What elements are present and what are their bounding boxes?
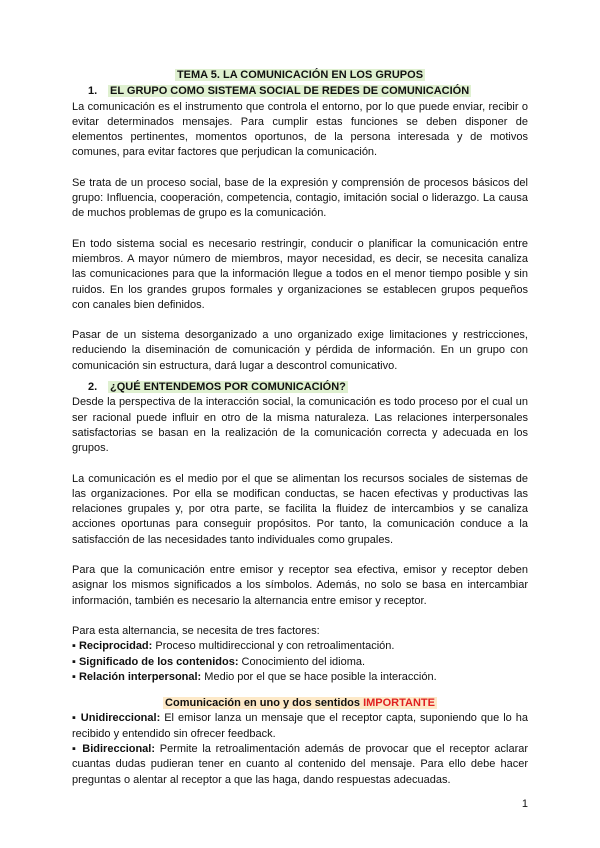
subsection-heading: Comunicación en uno y dos sentidos IMPORTANTE [165,697,435,710]
paragraph: Desde la perspectiva de la interacción social, la comunicación es todo proceso por el cual un ser racional puede influir en otro de la misma naturaleza. Las relaciones interpersonales satisfactorias se basan en la realización de la comunicación correcta y adecuada en los grupos. [72,396,528,455]
paragraph: La comunicación es el medio por el que se alimentan los recursos sociales de sistemas de las organizaciones. Por ella se modifican conductas, se hacen efectivas y productivas las relaciones grupales y, por otra parte, se facilita la fluidez de intercambios y se canaliza acciones oportunas para conseguir propósitos. Por tanto, la comunicación conduce a la satisfacción de las necesidades tanto individuales como grupales. [72,472,528,546]
list-item: ▪ Significado de los contenidos: Conocimiento del idioma. [72,655,366,668]
important-tag: IMPORTANTE [363,697,435,710]
list-item: ▪ Unidireccional: El emisor lanza un mensaje que el receptor capta, suponiendo que lo ha recibido y entendido sin ofrecer feedback. [72,712,528,740]
list-item: ▪ Reciprocidad: Proceso multidireccional y con retroalimentación. [72,640,395,653]
section-2-heading: 2. ¿QUÉ ENTENDEMOS POR COMUNICACIÓN? [88,381,346,394]
paragraph: Para que la comunicación entre emisor y receptor sea efectiva, emisor y receptor deben asignar los mismos significados a los símbolos. Además, no solo se basa en intercambiar información, también es necesario la alternancia entre emisor y receptor. [72,564,528,607]
paragraph: La comunicación es el instrumento que controla el entorno, por lo que puede enviar, recibir o evitar determinados mensajes. Para cumplir estas funciones se deben disponer de elementos pertinentes, momentos oportunos, de la persona interesada y de motivos comunes, para evitar factores que perjudican la comunicación. [72,100,528,159]
factors-intro: Para esta alternancia, se necesita de tres factores: [72,624,320,637]
list-item: ▪ Relación interpersonal: Medio por el que se hace posible la interacción. [72,670,437,683]
paragraph: Pasar de un sistema desorganizado a uno organizado exige limitaciones y restricciones, reduciendo la diseminación de comunicación y pérdida de información. En un grupo con comunicación sin estructura, dará lugar a descontrol comunicativo. [72,329,528,372]
page-number: 1 [521,798,528,810]
paragraph: En todo sistema social es necesario restringir, conducir o planificar la comunicación entre miembros. A mayor número de miembros, mayor necesidad, es decir, se necesita canaliza las comunicaciones para que la información llegue a todos en el menor tiempo posible y sin ruidos. En los grandes grupos formales y organizaciones se establecen grupos pequeños con canales bien definidos. [72,237,528,311]
document-page [72,68,528,788]
paragraph: Se trata de un proceso social, base de la expresión y comprensión de procesos básicos del grupo: Influencia, cooperación, competencia, contagio, imitación social o liderazgo. La causa de muchos problemas de grupo es la comunicación. [72,176,528,220]
list-item: ▪ Bidireccional: Permite la retroalimentación además de provocar que el receptor aclarar cuantas dudas pudieran tener en cuanto al contenido del mensaje. Para ello debe hacer preguntas o alentar al receptor a que las haga, dando respuestas adecuadas. [72,742,529,786]
section-1-heading: 1. EL GRUPO COMO SISTEMA SOCIAL DE REDES DE COMUNICACIÓN [88,85,470,98]
document-title: TEMA 5. LA COMUNICACIÓN EN LOS GRUPOS [176,69,424,81]
subsection-list [72,711,528,787]
factors-list [72,639,528,685]
